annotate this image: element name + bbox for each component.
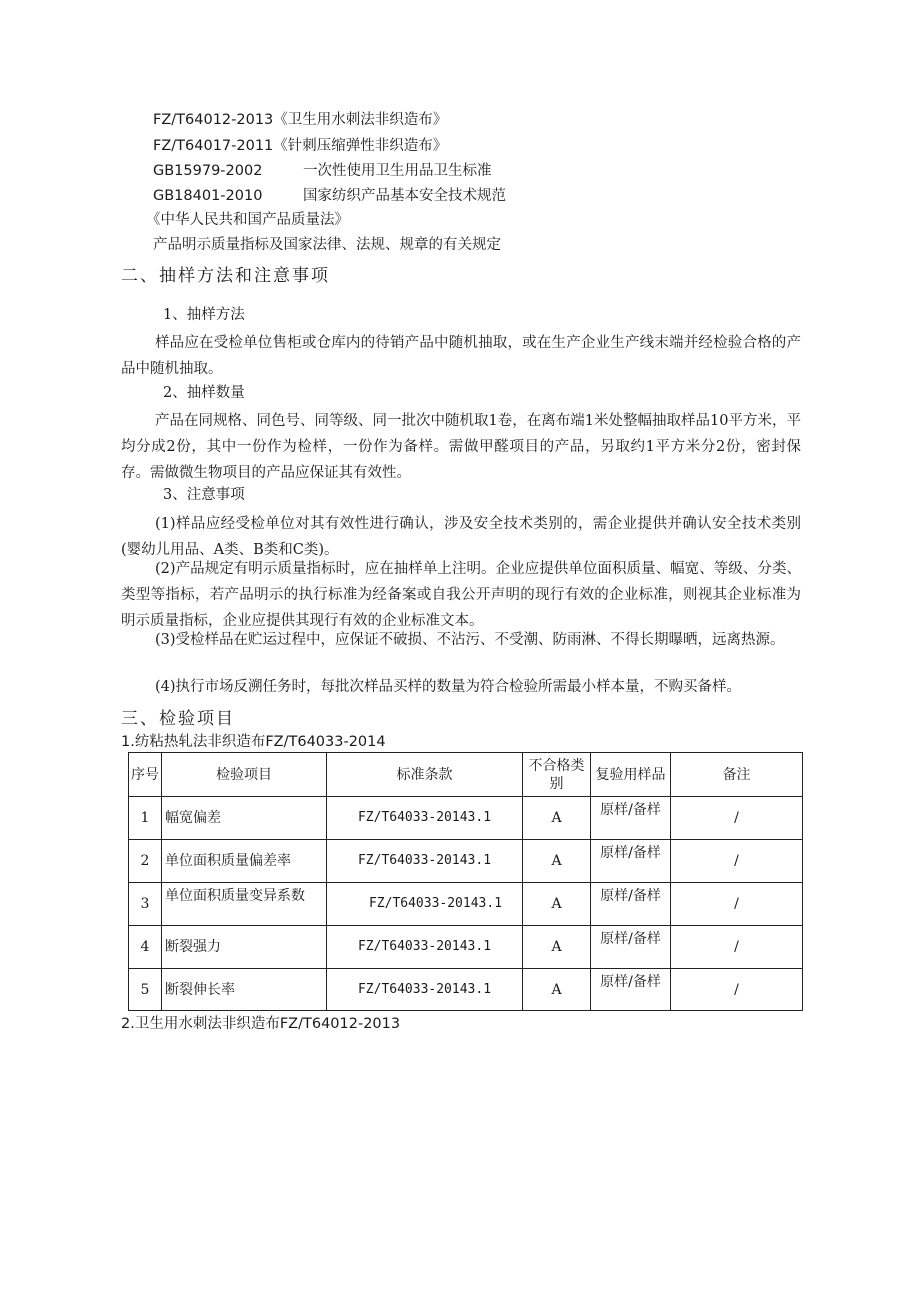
row-no: 1 (129, 797, 162, 840)
standard-code: GB18401-2010 (153, 188, 263, 204)
table-header-row (129, 753, 803, 797)
section-3-heading: 三、检验项目 (121, 709, 235, 729)
row-no: 4 (129, 926, 162, 969)
row-sample: 原样/备样 (591, 883, 671, 926)
standard-line-4 (153, 186, 262, 206)
row-remark: / (671, 883, 803, 926)
row-category: A (523, 969, 591, 1011)
table-row (129, 797, 803, 840)
table-row (129, 883, 803, 926)
header-clause: 标准条款 (327, 753, 523, 797)
subsection-1-title: 1.纺粘热轧法非织造布FZ/T64033-2014 (121, 734, 386, 750)
note-1: (1)样品应经受检单位对其有效性进行确认，涉及安全技术类别的，需企业提供并确认安全技术类别(婴幼儿用品、A类、B类和C类)。 (121, 516, 801, 558)
row-clause: FZ/T64033-20143.1 (327, 840, 523, 883)
note-2: (2)产品规定有明示质量指标时，应在抽样单上注明。企业应提供单位面积质量、幅宽、等级、分类、类型等指标，若产品明示的执行标准为经备案或自我公开声明的现行有效的企业标准，则视其企业标准为明示质量指标，企业应提供其现行有效的企业标准文本。 (121, 561, 801, 629)
notes-title: 3、注意事项 (163, 487, 245, 503)
row-item: 单位面积质量偏差率 (162, 840, 327, 883)
row-no: 5 (129, 969, 162, 1011)
law-line: 《中华人民共和国产品质量法》 (146, 212, 349, 228)
standard-code: FZ/T64017-2011 (153, 138, 274, 154)
method-title: 1、抽样方法 (163, 307, 245, 323)
standard-title: 《针刺压缩弹性非织造布》 (273, 138, 448, 154)
header-no: 序号 (129, 753, 162, 797)
row-sample: 原样/备样 (591, 969, 671, 1011)
row-item: 单位面积质量变异系数 (162, 883, 327, 926)
header-item: 检验项目 (162, 753, 327, 797)
standard-title-3: 一次性使用卫生用品卫生标准 (303, 163, 492, 179)
row-sample: 原样/备样 (591, 797, 671, 840)
standard-line-1 (153, 110, 447, 130)
row-item: 断裂伸长率 (162, 969, 327, 1011)
note-3: (3)受检样品在贮运过程中，应保证不破损、不沾污、不受潮、防雨淋、不得长期曝晒，远离热源。 (155, 632, 785, 648)
quantity-title: 2、抽样数量 (163, 385, 245, 401)
row-remark: / (671, 926, 803, 969)
row-clause: FZ/T64033-20143.1 (327, 926, 523, 969)
standard-title-4: 国家纺织产品基本安全技术规范 (303, 188, 506, 204)
row-remark: / (671, 969, 803, 1011)
standard-line-2 (153, 136, 447, 156)
row-category: A (523, 883, 591, 926)
header-sample: 复验用样品 (591, 753, 671, 797)
row-clause: FZ/T64033-20143.1 (327, 883, 523, 926)
subsection-2-title: 2.卫生用水刺法非织造布FZ/T64012-2013 (121, 1016, 401, 1032)
header-remark: 备注 (671, 753, 803, 797)
standard-code: GB15979-2002 (153, 163, 263, 179)
row-item: 断裂强力 (162, 926, 327, 969)
method-paragraph: 样品应在受检单位售柜或仓库内的待销产品中随机抽取，或在生产企业生产线末端并经检验合格的产品中随机抽取。 (121, 335, 801, 377)
standard-title: 《卫生用水刺法非织造布》 (273, 112, 448, 128)
inspection-items-table (128, 752, 803, 1011)
row-clause: FZ/T64033-20143.1 (327, 969, 523, 1011)
row-sample: 原样/备样 (591, 926, 671, 969)
table-row (129, 840, 803, 883)
row-category: A (523, 926, 591, 969)
row-remark: / (671, 797, 803, 840)
standard-code: FZ/T64012-2013 (153, 112, 274, 128)
row-no: 2 (129, 840, 162, 883)
header-category: 不合格类别 (523, 753, 591, 797)
row-category: A (523, 840, 591, 883)
row-category: A (523, 797, 591, 840)
note-4: (4)执行市场反溯任务时，每批次样品买样的数量为符合检验所需最小样本量，不购买备样。 (155, 679, 742, 695)
standard-line-3 (153, 161, 262, 181)
quantity-paragraph: 产品在同规格、同色号、同等级、同一批次中随机取1卷，在离布端1米处整幅抽取样品10平方米，平均分成2份，其中一份作为检样，一份作为备样。需做甲醛项目的产品，另取约1平方米分2份，密封保存。需做微生物项目的产品应保证其有效性。 (121, 413, 801, 481)
row-item: 幅宽偏差 (162, 797, 327, 840)
section-2-heading: 二、抽样方法和注意事项 (121, 266, 330, 286)
table-row (129, 969, 803, 1011)
row-no: 3 (129, 883, 162, 926)
row-sample: 原样/备样 (591, 840, 671, 883)
row-remark: / (671, 840, 803, 883)
row-clause: FZ/T64033-20143.1 (327, 797, 523, 840)
regulation-line: 产品明示质量指标及国家法律、法规、规章的有关规定 (153, 237, 501, 253)
table-row (129, 926, 803, 969)
